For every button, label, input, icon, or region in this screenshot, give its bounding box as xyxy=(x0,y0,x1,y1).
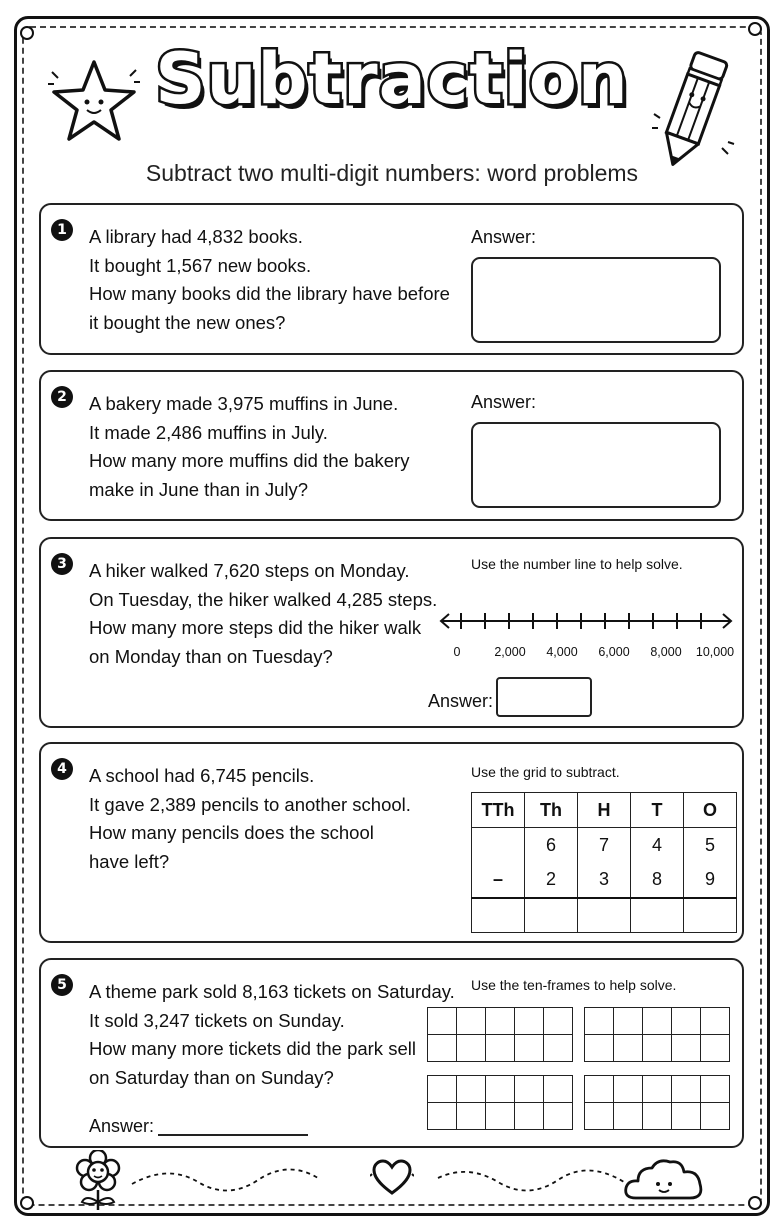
problem-line: It sold 3,247 tickets on Sunday. xyxy=(89,1009,345,1031)
number-line-label: 10,000 xyxy=(695,645,735,659)
ten-frame xyxy=(584,1075,730,1130)
flower-icon xyxy=(70,1150,126,1214)
problem-number: 2 xyxy=(51,386,73,408)
grid-cell: 6 xyxy=(525,828,578,863)
problem-line: on Monday than on Tuesday? xyxy=(89,645,333,667)
problem-card-2 xyxy=(39,370,744,521)
problem-text xyxy=(89,390,439,504)
grid-cell: 5 xyxy=(684,828,737,863)
problem-line: have left? xyxy=(89,850,170,872)
problem-line: On Tuesday, the hiker walked 4,285 steps. xyxy=(89,588,438,610)
problem-card-5 xyxy=(39,958,744,1148)
minus-sign: – xyxy=(472,863,525,898)
number-line-label: 2,000 xyxy=(494,645,526,659)
problem-line: It made 2,486 muffins in July. xyxy=(89,421,328,443)
problem-text xyxy=(89,223,450,337)
problem-line: A school had 6,745 pencils. xyxy=(89,765,315,786)
grid-header: T xyxy=(631,793,684,828)
number-line-label: 8,000 xyxy=(650,645,682,659)
problem-line: How many more tickets did the park sell xyxy=(89,1038,416,1059)
corner-ring-icon xyxy=(748,22,762,36)
answer-line[interactable] xyxy=(158,1134,308,1136)
grid-cell: 4 xyxy=(631,828,684,863)
ten-frame xyxy=(584,1007,730,1062)
problem-line: A library had 4,832 books. xyxy=(89,226,303,247)
ten-frame-hint: Use the ten-frames to help solve. xyxy=(471,977,677,993)
place-value-grid xyxy=(471,792,737,933)
number-line-label: 6,000 xyxy=(598,645,630,659)
problem-line: How many pencils does the school xyxy=(89,822,374,843)
grid-cell: 3 xyxy=(578,863,631,898)
problem-number: 5 xyxy=(51,974,73,996)
problem-line: How many more steps did the hiker walk xyxy=(89,617,422,638)
grid-cell: 2 xyxy=(525,863,578,898)
problem-line: on Saturday than on Sunday? xyxy=(89,1066,334,1088)
problem-line: How many more muffins did the bakery xyxy=(89,450,410,471)
problem-number: 1 xyxy=(51,219,73,241)
problem-line: A hiker walked 7,620 steps on Monday. xyxy=(89,560,410,581)
answer-label: Answer: xyxy=(428,691,494,711)
page-subtitle: Subtract two multi-digit numbers: word problems xyxy=(145,160,639,186)
answer-label: Answer: xyxy=(471,227,537,247)
grid-cell: 9 xyxy=(684,863,737,898)
problem-text xyxy=(89,557,439,671)
heart-icon xyxy=(370,1158,414,1198)
grid-header: H xyxy=(578,793,631,828)
grid-answer-cell[interactable] xyxy=(684,898,737,933)
answer-box[interactable] xyxy=(496,677,592,717)
corner-ring-icon xyxy=(748,1196,762,1210)
problem-text xyxy=(89,978,455,1092)
grid-header: TTh xyxy=(472,793,525,828)
grid-answer-cell[interactable] xyxy=(578,898,631,933)
grid-cell: 8 xyxy=(631,863,684,898)
ten-frame xyxy=(427,1007,573,1062)
corner-ring-icon xyxy=(20,1196,34,1210)
number-line-hint: Use the number line to help solve. xyxy=(471,556,683,572)
grid-answer-cell[interactable] xyxy=(525,898,578,933)
problem-line: make in June than in July? xyxy=(89,478,309,500)
problem-line: it bought the new ones? xyxy=(89,311,286,333)
answer-label: Answer: xyxy=(471,392,537,412)
ten-frame xyxy=(427,1075,573,1130)
problem-line: A bakery made 3,975 muffins in June. xyxy=(89,393,399,414)
grid-header: Th xyxy=(525,793,578,828)
grid-answer-cell[interactable] xyxy=(631,898,684,933)
number-line-label: 4,000 xyxy=(546,645,578,659)
problem-line: A theme park sold 8,163 tickets on Saturday. xyxy=(89,981,455,1002)
grid-answer-cell[interactable] xyxy=(472,898,525,933)
problem-text xyxy=(89,762,439,876)
problem-line: How many books did the library have before xyxy=(89,283,450,304)
problem-line: It gave 2,389 pencils to another school. xyxy=(89,793,411,815)
grid-hint: Use the grid to subtract. xyxy=(471,764,620,780)
problem-card-1 xyxy=(39,203,744,355)
answer-box[interactable] xyxy=(471,257,721,343)
grid-cell: 7 xyxy=(578,828,631,863)
number-line-label: 0 xyxy=(453,645,461,659)
answer-label: Answer: xyxy=(89,1116,155,1136)
page-title: Subtraction xyxy=(155,38,629,120)
grid-header: O xyxy=(684,793,737,828)
cloud-icon xyxy=(622,1154,706,1204)
problem-line: It bought 1,567 new books. xyxy=(89,254,312,276)
grid-cell xyxy=(472,828,525,863)
number-line xyxy=(437,605,737,665)
problem-number: 4 xyxy=(51,758,73,780)
answer-box[interactable] xyxy=(471,422,721,508)
problem-number: 3 xyxy=(51,553,73,575)
problem-card-4 xyxy=(39,742,744,943)
problem-card-3 xyxy=(39,537,744,728)
